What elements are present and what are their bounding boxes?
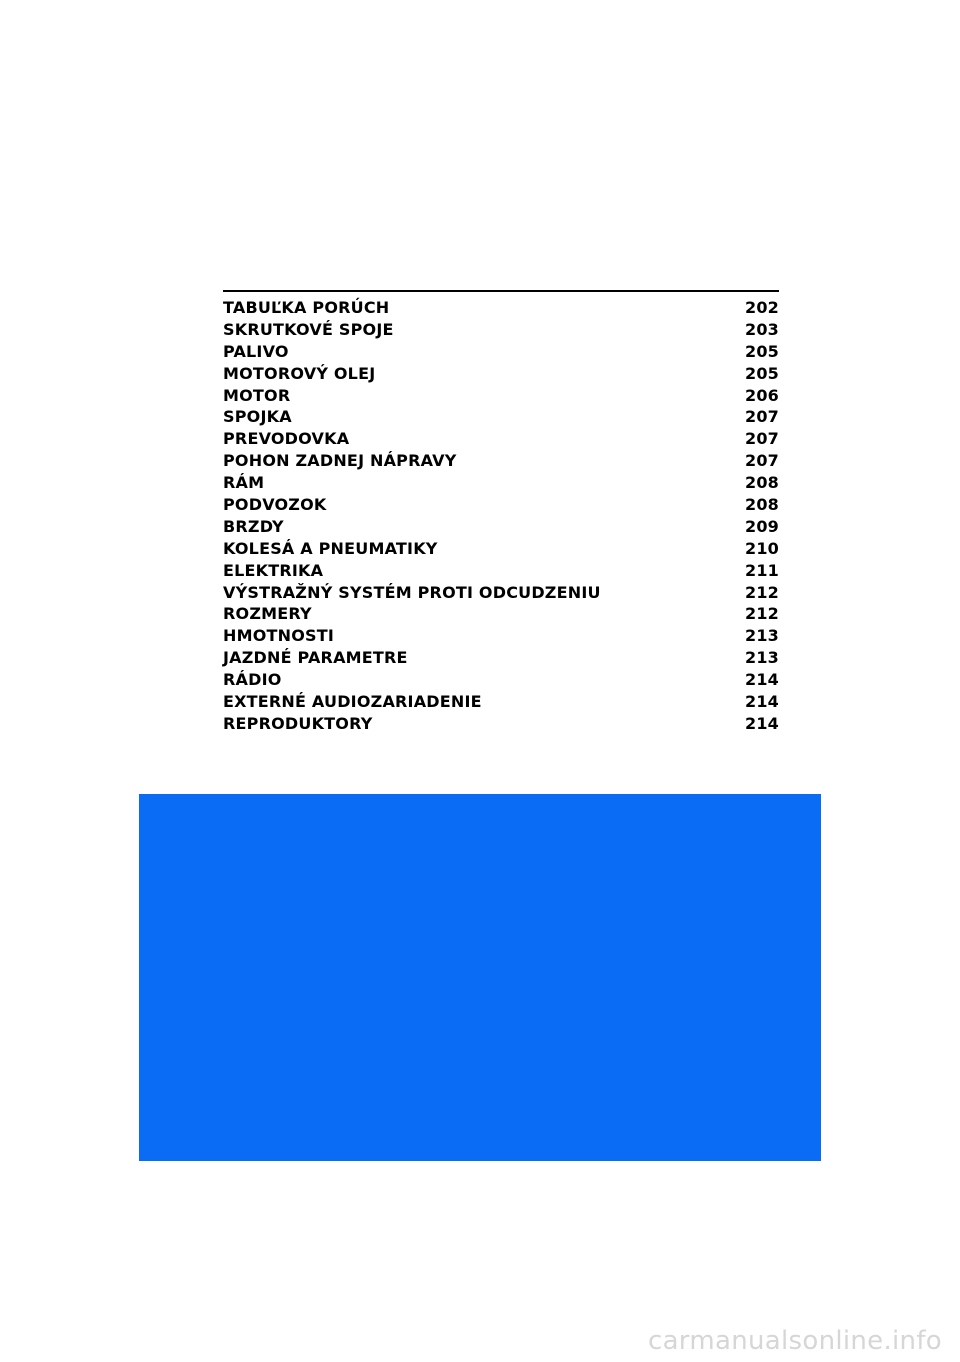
toc-entry-page: 210: [745, 538, 779, 558]
toc-entry[interactable]: [223, 406, 779, 428]
toc-entry[interactable]: [223, 625, 779, 647]
toc-entry[interactable]: [223, 516, 779, 538]
toc-entry-page: 209: [745, 516, 779, 536]
toc-entry-title: MOTOR: [223, 385, 291, 405]
toc-entry[interactable]: [223, 494, 779, 516]
table-of-contents: [223, 290, 779, 735]
toc-entry-title: REPRODUKTORY: [223, 713, 373, 733]
toc-entry-title: SPOJKA: [223, 407, 292, 427]
toc-entry-page: 202: [745, 298, 779, 317]
toc-entry-page: 207: [745, 451, 779, 471]
toc-entry-page: 203: [745, 319, 779, 339]
toc-entry-page: 214: [745, 713, 779, 733]
toc-entry-title: MOTOROVÝ OLEJ: [223, 363, 376, 383]
toc-entry[interactable]: [223, 538, 779, 560]
toc-entry[interactable]: [223, 363, 779, 385]
toc-entry[interactable]: [223, 560, 779, 582]
toc-entry-page: 211: [745, 560, 779, 580]
toc-entry[interactable]: [223, 341, 779, 363]
toc-entry-page: 208: [745, 473, 779, 493]
toc-entry-title: BRZDY: [223, 516, 284, 536]
toc-entry-title: VÝSTRAŽNÝ SYSTÉM PROTI ODCUDZENIU: [223, 582, 601, 602]
toc-entry[interactable]: [223, 713, 779, 735]
toc-entry-page: 207: [745, 407, 779, 427]
toc-entry-title: TABUĽKA PORÚCH: [223, 298, 390, 317]
toc-entry[interactable]: [223, 669, 779, 691]
toc-entry-title: EXTERNÉ AUDIOZARIADENIE: [223, 692, 482, 712]
toc-entry-title: PODVOZOK: [223, 495, 327, 515]
toc-entry[interactable]: [223, 319, 779, 341]
toc-entry[interactable]: [223, 385, 779, 407]
toc-entry-page: 205: [745, 363, 779, 383]
toc-entry-title: KOLESÁ A PNEUMATIKY: [223, 538, 438, 558]
toc-entry-title: SKRUTKOVÉ SPOJE: [223, 319, 394, 339]
toc-entry-title: HMOTNOSTI: [223, 626, 335, 646]
toc-entry[interactable]: [223, 582, 779, 604]
toc-entry[interactable]: [223, 691, 779, 713]
toc-entry-page: 213: [745, 648, 779, 668]
toc-entry-page: 214: [745, 692, 779, 712]
toc-entry-page: 207: [745, 429, 779, 449]
toc-entry[interactable]: [223, 428, 779, 450]
toc-entry-title: PALIVO: [223, 341, 289, 361]
toc-entry[interactable]: [223, 450, 779, 472]
toc-entry-title: POHON ZADNEJ NÁPRAVY: [223, 451, 457, 471]
toc-entry-title: ROZMERY: [223, 604, 312, 624]
toc-entry[interactable]: [223, 647, 779, 669]
toc-entry-page: 206: [745, 385, 779, 405]
blue-color-panel: [139, 794, 821, 1161]
toc-entry-page: 212: [745, 604, 779, 624]
toc-entry-page: 208: [745, 495, 779, 515]
toc-entry-title: RÁDIO: [223, 670, 282, 690]
toc-entry-title: PREVODOVKA: [223, 429, 350, 449]
toc-entry-page: 205: [745, 341, 779, 361]
toc-entry-title: ELEKTRIKA: [223, 560, 324, 580]
toc-entry-page: 212: [745, 582, 779, 602]
toc-entry-title: RÁM: [223, 473, 265, 493]
toc-entry-page: 213: [745, 626, 779, 646]
toc-entry-title: JAZDNÉ PARAMETRE: [223, 648, 408, 668]
toc-entry[interactable]: [223, 297, 779, 319]
toc-entry[interactable]: [223, 472, 779, 494]
toc-entry[interactable]: [223, 603, 779, 625]
watermark-text: carmanualsonline.info: [647, 1326, 942, 1356]
toc-entry-page: 214: [745, 670, 779, 690]
